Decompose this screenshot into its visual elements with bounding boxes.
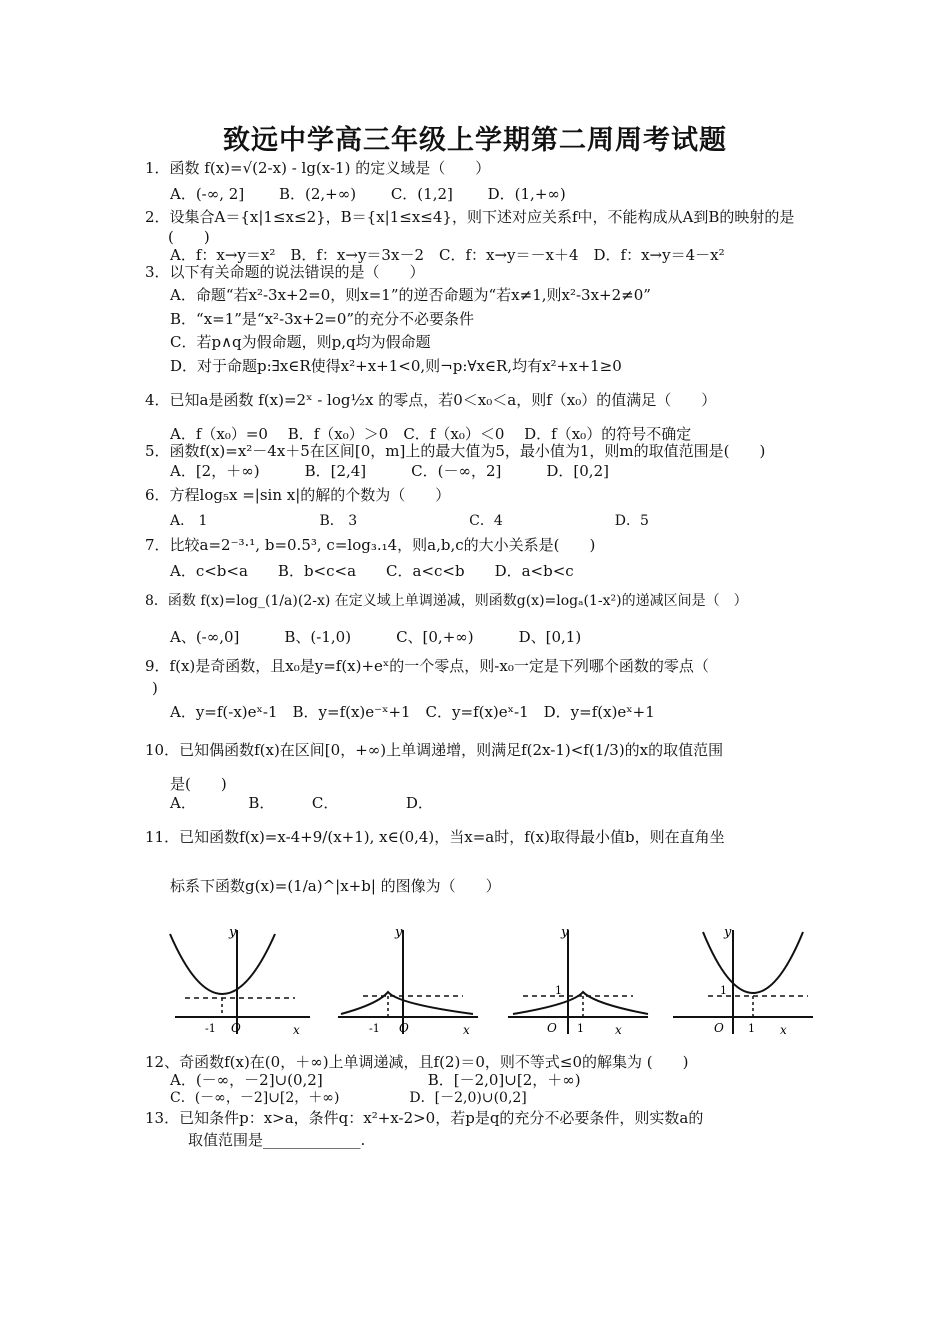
- q4-text: 4．已知a是函数 f(x)=2ˣ - log½x 的零点，若0＜x₀＜a，则f（x₀）的值满足（ ）: [145, 391, 717, 409]
- q3-text: 3．以下有关命题的说法错误的是（ ）: [145, 263, 425, 281]
- origin-label: O: [714, 1021, 724, 1035]
- x-label: x: [293, 1023, 300, 1037]
- q12-text: 12、奇函数f(x)在(0，＋∞)上单调递减，且f(2)＝0，则不等式≤0的解集为 ( ): [145, 1053, 689, 1071]
- q3-option-b: B．“x=1”是“x²-3x+2=0”的充分不必要条件: [170, 310, 475, 328]
- neg-one-label: -1: [369, 1022, 380, 1035]
- q12-options-cd: C．(－∞，－2]∪[2，＋∞) D．[－2,0)∪(0,2]: [170, 1090, 527, 1106]
- x-label: x: [615, 1023, 622, 1037]
- graph-option-d: [668, 922, 818, 1040]
- y-label: y: [395, 925, 403, 940]
- q9-options: A．y=f(-x)eˣ-1 B．y=f(x)e⁻ˣ+1 C．y=f(x)eˣ-1 D．y=f(x)eˣ+1: [170, 703, 655, 721]
- q7-text: 7．比较a=2⁻³·¹, b=0.5³, c=log₃.₁4，则a,b,c的大小关系是( ): [145, 536, 596, 554]
- q6-text: 6．方程log₅x =|sin x|的解的个数为（ ）: [145, 486, 451, 504]
- one-label: 1: [577, 1022, 584, 1035]
- q3-option-a: A．命题“若x²-3x+2=0，则x=1”的逆否命题为“若x≠1,则x²-3x+2≠0”: [170, 286, 651, 304]
- origin-label: O: [231, 1021, 241, 1035]
- q10-text: 10．已知偶函数f(x)在区间[0，+∞)上单调递增，则满足f(2x-1)<f(1/3)的x的取值范围: [145, 741, 724, 759]
- q12-options-ab: A．(－∞，－2]∪(0,2] B．[－2,0]∪[2，＋∞): [170, 1071, 581, 1089]
- q7-options: A．c<b<a B．b<c<a C．a<c<b D．a<b<c: [170, 562, 574, 580]
- page-title: 致远中学高三年级上学期第二周周考试题: [223, 125, 727, 156]
- curve: [703, 932, 803, 993]
- q9-paren: ): [152, 679, 158, 697]
- x-label: x: [463, 1023, 470, 1037]
- y-one-label: 1: [555, 984, 562, 997]
- q2-paren: ( ): [168, 228, 210, 246]
- q1-text: 1．函数 f(x)=√(2-x) - lg(x-1) 的定义域是（ ）: [145, 159, 491, 177]
- one-label: 1: [748, 1022, 755, 1035]
- q1-options: A．(-∞, 2] B．(2,+∞) C．(1,2] D．(1,+∞): [170, 185, 566, 203]
- q5-text: 5．函数f(x)=x²－4x＋5在区间[0，m]上的最大值为5，最小值为1，则m的取值范围是( ): [145, 442, 766, 460]
- q5-options: A．[2，＋∞) B．[2,4] C．(－∞，2] D．[0,2]: [170, 462, 609, 480]
- x-label: x: [780, 1023, 787, 1037]
- q3-option-c: C．若p∧q为假命题，则p,q均为假命题: [170, 333, 431, 351]
- neg-one-label: -1: [205, 1022, 216, 1035]
- graph-option-c: [503, 922, 653, 1040]
- graph-option-b: [333, 922, 483, 1040]
- q2-options: A．f：x→y＝x² B．f：x→y＝3x－2 C．f：x→y＝－x＋4 D．f：x→y＝4－x²: [170, 246, 725, 264]
- q2-text: 2．设集合A＝{x|1≤x≤2}，B＝{x|1≤x≤4}，则下述对应关系f中，不能构成从A到B的映射的是: [145, 208, 795, 226]
- y-label: y: [724, 925, 732, 940]
- q13-text-cont: 取值范围是_____________.: [188, 1131, 366, 1149]
- origin-label: O: [547, 1021, 557, 1035]
- q9-text: 9．f(x)是奇函数，且x₀是y=f(x)+eˣ的一个零点，则-x₀一定是下列哪个函数的零点（: [145, 657, 709, 675]
- q11-text-cont: 标系下函数g(x)=(1/a)^|x+b| 的图像为（ ）: [170, 877, 501, 895]
- q13-text: 13．已知条件p：x>a，条件q：x²+x-2>0，若p是q的充分不必要条件，则实数a的: [145, 1109, 704, 1127]
- y-label: y: [229, 925, 237, 940]
- q6-options: A． 1 B． 3 C．4 D．5: [170, 513, 649, 529]
- q3-option-d: D．对于命题p:∃x∈R使得x²+x+1<0,则¬p:∀x∈R,均有x²+x+1≥0: [170, 357, 622, 375]
- q10-paren: 是( ): [170, 775, 227, 793]
- curve: [170, 934, 275, 994]
- graph-option-a: [165, 922, 315, 1040]
- q8-text: 8．函数 f(x)=log_(1/a)(2-x) 在定义域上单调递减，则函数g(x)=logₐ(1-x²)的递减区间是（ ）: [145, 593, 748, 609]
- y-one-label: 1: [720, 984, 727, 997]
- q11-text: 11．已知函数f(x)=x-4+9/(x+1), x∈(0,4)，当x=a时，f(x)取得最小值b，则在直角坐: [145, 828, 725, 846]
- q10-options: A． B． C． D．: [170, 794, 433, 812]
- q4-options: A．f（x₀）=0 B．f（x₀）＞0 C．f（x₀）＜0 D．f（x₀）的符号不确定: [170, 425, 692, 443]
- origin-label: O: [399, 1021, 409, 1035]
- q8-options: A、(-∞,0] B、(-1,0) C、[0,+∞) D、[0,1): [170, 628, 582, 646]
- y-label: y: [561, 925, 569, 940]
